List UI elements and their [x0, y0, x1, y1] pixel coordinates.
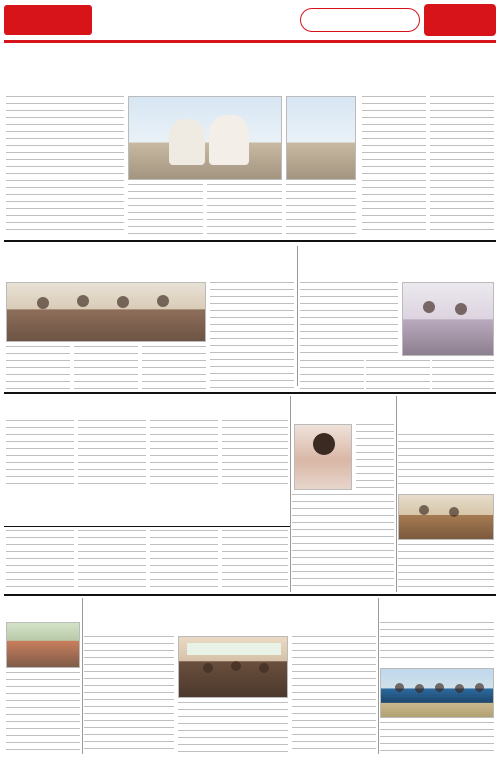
person-head [117, 296, 129, 308]
person-head [455, 684, 464, 693]
girl-photo [294, 424, 352, 490]
bottom-right-headline [380, 598, 494, 620]
temple-shape [209, 115, 249, 165]
bottom-right-column-2 [380, 722, 494, 752]
person-head [157, 295, 169, 307]
person-head [475, 683, 484, 692]
person-head [435, 683, 444, 692]
eye-camp-column-2 [300, 360, 364, 390]
kalahandi-column-1 [6, 346, 70, 390]
small-left-photo [6, 622, 80, 668]
district-day-headline [84, 598, 376, 632]
district-column-1 [84, 636, 174, 752]
person-head [423, 301, 435, 313]
kalahandi-column-3 [142, 346, 206, 390]
eye-camp-column-4 [432, 360, 494, 390]
lead-side-photo [286, 96, 356, 180]
eye-camp-column-1 [300, 282, 398, 356]
district-day-photo [178, 636, 288, 698]
person-head [37, 297, 49, 309]
person-head [449, 507, 459, 517]
district-column-2 [178, 702, 288, 752]
mandi-column-3 [150, 530, 218, 592]
person-head [259, 663, 269, 673]
person-head [395, 683, 404, 692]
section-rule [4, 392, 496, 394]
dhanmandi-left-headline [6, 396, 288, 418]
person-head [231, 661, 241, 671]
lead-temple-photo [128, 96, 282, 180]
person-head [313, 433, 335, 455]
person-head [455, 303, 467, 315]
column-divider [396, 396, 397, 592]
section-rule [4, 526, 290, 527]
small-left-headline [6, 598, 80, 618]
mandi-open-headline [6, 492, 288, 524]
farmers-day-column-1 [398, 434, 494, 490]
small-left-column [6, 672, 80, 752]
dhanmandi-column-1 [6, 420, 74, 490]
lead-column-1 [6, 96, 124, 236]
eye-camp-photo [402, 282, 494, 356]
mandi-column-1 [6, 530, 74, 592]
eye-camp-column-3 [366, 360, 430, 390]
district-column-3 [292, 636, 376, 752]
masthead-rule [4, 40, 496, 43]
lead-column-5 [362, 96, 426, 236]
column-divider [378, 598, 379, 754]
section-rule [4, 594, 496, 596]
lead-column-6 [430, 96, 494, 236]
event-banner [187, 643, 281, 655]
lead-headline [6, 50, 494, 90]
lead-column-3 [207, 184, 282, 236]
farmers-day-column-2 [398, 544, 494, 592]
lead-column-4 [286, 184, 356, 236]
kalahandi-column-2 [74, 346, 138, 390]
kalahandi-headline [6, 244, 294, 278]
masthead [0, 0, 500, 40]
bottom-right-column-1 [380, 622, 494, 664]
section-title [120, 6, 295, 34]
eye-camp-headline [300, 244, 494, 278]
dhanmandi-column-3 [150, 420, 218, 490]
person-head [203, 663, 213, 673]
page-number-label [4, 5, 92, 35]
farmers-day-right-headline [398, 396, 494, 430]
mandi-column-2 [78, 530, 146, 592]
date-label [300, 8, 420, 32]
lead-column-2 [128, 184, 203, 236]
brand-logo [424, 4, 496, 36]
dhanmandi-column-4 [222, 420, 288, 490]
kalahandi-column-side [210, 282, 294, 390]
column-divider [82, 598, 83, 754]
sports-team-photo [380, 668, 494, 718]
temple-shape [169, 119, 205, 165]
dhanmandi-column-2 [78, 420, 146, 490]
column-divider [297, 246, 298, 386]
girl-story-headline [292, 396, 392, 420]
girl-story-column [356, 424, 394, 490]
mandi-column-4 [222, 530, 288, 592]
person-head [419, 505, 429, 515]
column-divider [290, 396, 291, 592]
person-head [77, 295, 89, 307]
kalahandi-meeting-photo [6, 282, 206, 342]
girl-story-column-2 [292, 494, 394, 592]
section-rule [4, 240, 496, 242]
farmers-day-photo [398, 494, 494, 540]
person-head [415, 684, 424, 693]
